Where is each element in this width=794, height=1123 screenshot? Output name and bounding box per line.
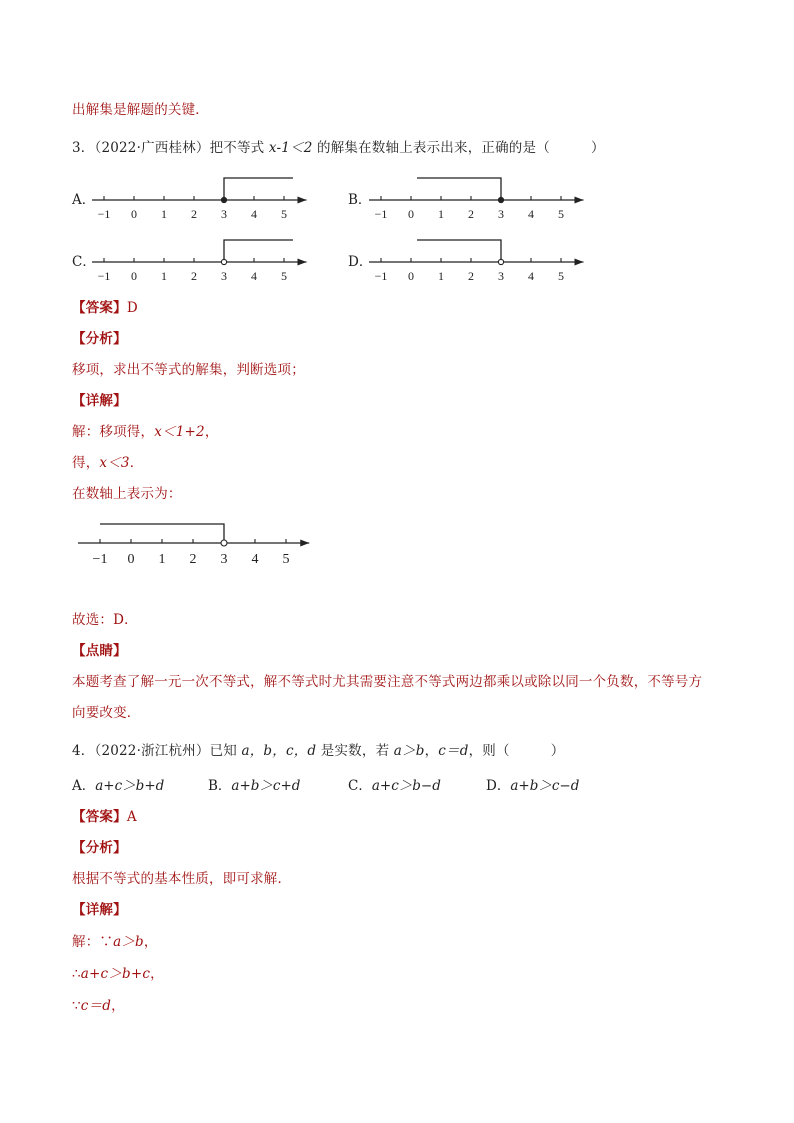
tick-label: 3 (220, 552, 228, 567)
tick-label: 5 (558, 269, 564, 283)
q4-detail-line-3: ∵c＝d， (72, 998, 125, 1014)
tick-label: 5 (558, 207, 564, 221)
q3-answer (72, 299, 138, 317)
tick-label: −1 (92, 552, 108, 567)
question-3 (72, 139, 605, 157)
solid-endpoint (498, 197, 503, 202)
tick-label: 2 (191, 269, 197, 283)
q3-analysis-tag: 【分析】 (72, 331, 127, 347)
tick-label: 2 (191, 207, 197, 221)
q4-option-d: D．a+b＞c−d (486, 778, 580, 794)
tick-label: 0 (131, 269, 137, 283)
q4-option-a: A．a+c＞b+d (72, 778, 165, 794)
axis-arrow (300, 540, 309, 547)
answer-value: D (126, 300, 138, 316)
q4-analysis-text: 根据不等式的基本性质，即可求解． (72, 871, 292, 887)
tick-label: 0 (408, 269, 414, 283)
axis-arrow (298, 259, 307, 266)
continuation-text: 出解集是解题的关键． (72, 102, 209, 118)
tick-label: −1 (97, 269, 111, 283)
q3-number-line-d (367, 232, 597, 292)
q3-comment-line-1: 本题考查了解一元一次不等式，解不等式时尤其需要注意不等式两边都乘以或除以同一个负数，不等号方 (72, 674, 703, 690)
q3-analysis-text: 移项，求出不等式的解集，判断选项； (72, 362, 305, 378)
tick-label: 4 (251, 207, 257, 221)
q3-prefix: 3．（2022·广西桂林）把不等式 (72, 140, 269, 156)
tick-label: 4 (528, 269, 534, 283)
axis-arrow (575, 197, 584, 204)
tick-label: −1 (374, 207, 388, 221)
q4-detail-tag: 【详解】 (72, 902, 127, 918)
tick-label: 1 (161, 207, 167, 221)
q3-number-line-b (367, 170, 597, 230)
q3-detail-line-2: 得，x＜3． (72, 455, 144, 471)
q3-option-b-label: B． (348, 192, 372, 208)
tick-label: 4 (251, 552, 259, 567)
q4-analysis-tag: 【分析】 (72, 840, 127, 856)
q3-conclusion: 故选：D． (72, 612, 138, 628)
q3-number-line-c (90, 232, 320, 292)
tick-label: 1 (438, 269, 444, 283)
tick-label: 3 (221, 207, 227, 221)
q3-expression: x-1＜2 (268, 140, 313, 156)
solution-ray (224, 178, 293, 200)
solution-ray (417, 240, 501, 262)
tick-label: 0 (408, 207, 414, 221)
tick-label: 1 (161, 269, 167, 283)
solid-endpoint (221, 197, 226, 202)
tick-label: −1 (374, 269, 388, 283)
tick-label: 0 (127, 552, 135, 567)
q4-answer: 【答案】A (72, 809, 137, 825)
tick-label: 4 (528, 207, 534, 221)
tick-label: 1 (158, 552, 166, 567)
tick-label: 5 (282, 552, 290, 567)
tick-label: 2 (189, 552, 197, 567)
solution-ray (417, 178, 501, 200)
axis-arrow (575, 259, 584, 266)
tick-label: 0 (131, 207, 137, 221)
tick-label: 3 (221, 269, 227, 283)
q3-detail-line-3: 在数轴上表示为： (72, 486, 182, 502)
tick-label: 4 (251, 269, 257, 283)
open-endpoint (498, 259, 503, 264)
q3-number-line-a (90, 170, 320, 230)
answer-tag: 【答案】 (72, 300, 127, 316)
q4-option-b: B．a+b＞c+d (208, 778, 301, 794)
q3-comment-line-2: 向要改变． (72, 705, 141, 721)
open-endpoint (221, 259, 226, 264)
tick-label: 3 (498, 207, 504, 221)
tick-label: 5 (281, 207, 287, 221)
q3-detail-line-1: 解：移项得，x＜1+2， (72, 424, 219, 440)
open-endpoint (221, 540, 227, 546)
q3-comment-tag: 【点睛】 (72, 643, 127, 659)
tick-label: 2 (468, 207, 474, 221)
tick-label: 2 (468, 269, 474, 283)
tick-label: 5 (281, 269, 287, 283)
solution-ray (224, 240, 293, 262)
q3-option-d-label: D． (348, 254, 373, 270)
q4-detail-line-1: 解：∵a＞b， (72, 934, 158, 950)
q3-solution-number-line (72, 512, 312, 578)
q4-option-c: C．a+c＞b−d (348, 778, 441, 794)
q4-detail-line-2: ∴a+c＞b+c， (72, 966, 164, 982)
tick-label: −1 (97, 207, 111, 221)
tick-label: 1 (438, 207, 444, 221)
axis-arrow (298, 197, 307, 204)
q3-detail-tag: 【详解】 (72, 393, 127, 409)
q3-suffix: 的解集在数轴上表示出来，正确的是（ ） (312, 140, 605, 156)
q3-option-a-label: A． (72, 192, 96, 208)
question-4: 4．（2022·浙江杭州）已知 a，b，c，d 是实数，若 a＞b，c＝d，则（ ） (72, 743, 565, 759)
tick-label: 3 (498, 269, 504, 283)
q3-option-c-label: C． (72, 254, 96, 270)
